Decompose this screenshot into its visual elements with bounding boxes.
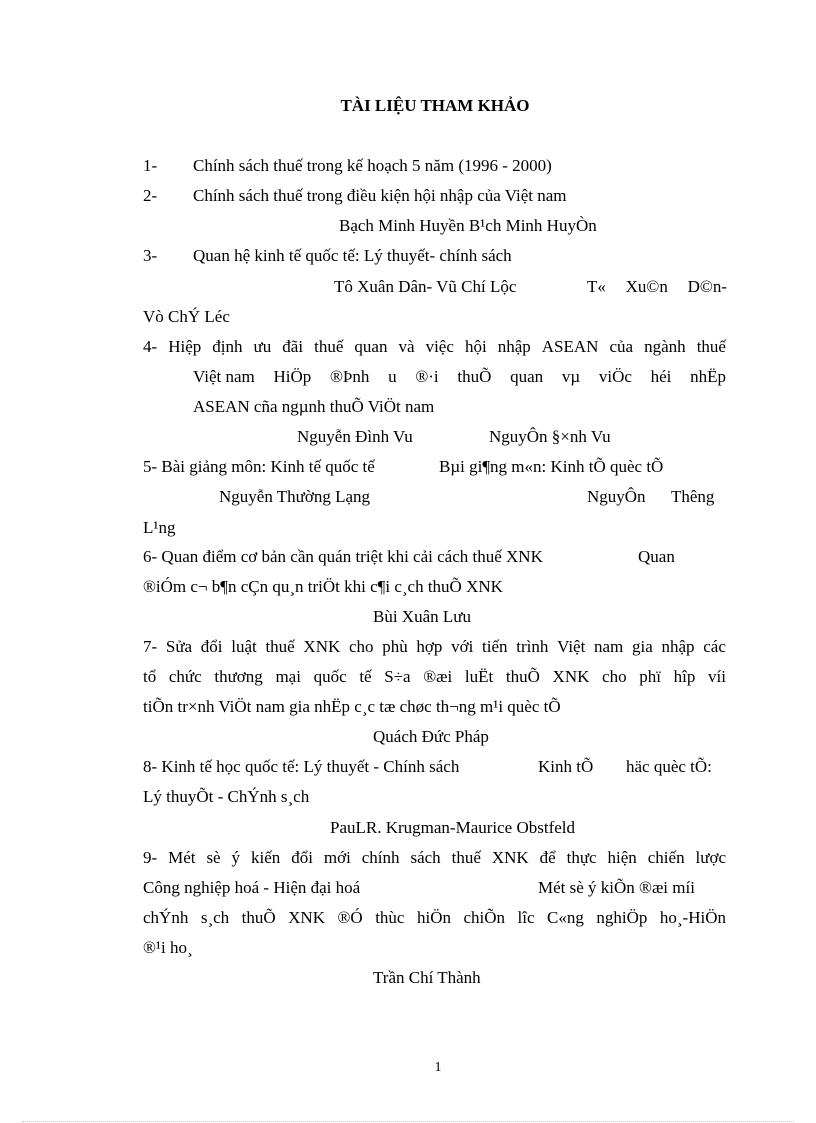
word: gia bbox=[632, 637, 653, 656]
ref-1-number: 1- bbox=[143, 156, 158, 175]
ref-3-author: Tô Xuân Dân- Vũ Chí Lộc bbox=[334, 277, 517, 296]
word: chức bbox=[168, 667, 202, 686]
word: phï bbox=[639, 667, 661, 686]
word: thuÕ bbox=[457, 367, 492, 386]
ref-9-line-1 bbox=[143, 847, 726, 869]
word: hiÖn bbox=[416, 908, 451, 927]
word: ®·i bbox=[415, 367, 439, 386]
ref-1-text: Chính sách thuế trong kế hoạch 5 năm (1996 - 2000) bbox=[193, 156, 552, 175]
word: Hiệp bbox=[168, 337, 202, 356]
ref-5-author-legacy-2: Thêng bbox=[671, 487, 715, 506]
ref-7-line-1 bbox=[143, 636, 726, 658]
word: sè bbox=[206, 848, 221, 867]
word: quốc bbox=[313, 667, 347, 686]
word: Sửa bbox=[165, 637, 193, 656]
word: việc bbox=[425, 337, 454, 356]
word: thuế bbox=[696, 337, 726, 356]
ref-9-author: Trần Chí Thành bbox=[373, 968, 481, 987]
word: XNK bbox=[303, 637, 341, 656]
ref-8-author: PauLR. Krugman-Maurice Obstfeld bbox=[330, 818, 576, 837]
word: ®Þnh bbox=[330, 367, 370, 386]
word: vµ bbox=[561, 367, 581, 386]
word: Việt bbox=[557, 637, 586, 656]
word: của bbox=[609, 337, 634, 356]
word: lược bbox=[695, 848, 726, 867]
word: thuÕ bbox=[505, 667, 540, 686]
word: thực bbox=[566, 848, 597, 867]
word: XNK bbox=[288, 908, 325, 927]
ref-6-text-legacy-cont: ®iÓm c¬ b¶n cÇn qu¸n triÖt khi c¶i c¸ch thuÕ XNK bbox=[143, 577, 503, 596]
page-number: 1 bbox=[434, 1060, 442, 1075]
word: để bbox=[539, 848, 556, 867]
word: cho bbox=[602, 667, 627, 686]
word: mới bbox=[323, 848, 351, 867]
word: định bbox=[212, 337, 243, 356]
word: thương bbox=[214, 667, 263, 686]
word: sách bbox=[410, 848, 441, 867]
word: víi bbox=[708, 667, 726, 686]
word: nghiÖp bbox=[596, 908, 648, 927]
ref-9-text: Công nghiệp hoá - Hiện đại hoá bbox=[143, 878, 361, 897]
word: XNK bbox=[552, 667, 590, 686]
ref-4-line-2 bbox=[193, 366, 726, 388]
word: s¸ch bbox=[200, 908, 230, 927]
ref-8-text-legacy-2: häc quèc tÕ: bbox=[626, 757, 712, 776]
word: ASEAN bbox=[541, 337, 599, 356]
page-title: TÀI LIỆU THAM KHẢO bbox=[340, 96, 530, 115]
ref-7-line-2 bbox=[143, 666, 726, 688]
ref-4-line-1 bbox=[143, 336, 726, 358]
word: các bbox=[703, 637, 726, 656]
ref-8-text-legacy-cont: Lý thuyÕt - ChÝnh s¸ch bbox=[143, 787, 310, 806]
word: quan bbox=[354, 337, 388, 356]
word: T« bbox=[587, 277, 606, 296]
word: quan bbox=[510, 367, 544, 386]
word: hîp bbox=[673, 667, 696, 686]
word: ®æi bbox=[423, 667, 453, 686]
word: XNK bbox=[491, 848, 529, 867]
ref-2-number: 2- bbox=[143, 186, 158, 205]
word: chính bbox=[361, 848, 400, 867]
word: tế bbox=[359, 667, 372, 686]
ref-3-text: Quan hệ kinh tế quốc tế: Lý thuyết- chính sách bbox=[193, 246, 512, 265]
word: viÖc bbox=[598, 367, 632, 386]
ref-5-text-legacy: Bµi gi¶ng m«n: Kinh tÕ quèc tÕ bbox=[439, 457, 664, 476]
word: nhập bbox=[661, 637, 695, 656]
ref-4-author: Nguyễn Đình Vu bbox=[297, 427, 413, 446]
word: với bbox=[451, 637, 474, 656]
word: phù bbox=[382, 637, 408, 656]
word: chiÕn bbox=[463, 908, 506, 927]
word: luËt bbox=[464, 667, 494, 686]
word: luật bbox=[231, 637, 257, 656]
word: u bbox=[388, 367, 397, 386]
word: 9- bbox=[143, 848, 158, 867]
word: và bbox=[398, 337, 415, 356]
ref-9-line-3 bbox=[143, 907, 726, 929]
ref-6-text-legacy: Quan bbox=[638, 547, 675, 566]
word: Việt nam bbox=[193, 367, 255, 386]
ref-4-author-legacy: NguyÔn §×nh Vu bbox=[489, 427, 611, 446]
word: C«ng bbox=[547, 908, 584, 927]
ref-3-number: 3- bbox=[143, 246, 158, 265]
word: 7- bbox=[143, 637, 158, 656]
ref-2-author: Bạch Minh Huyền B¹ch Minh HuyÒn bbox=[339, 216, 597, 235]
ref-8-text: 8- Kinh tế học quốc tế: Lý thuyết - Chính sách bbox=[143, 757, 460, 776]
ref-2-text: Chính sách thuế trong điều kiện hội nhập của Việt nam bbox=[193, 186, 567, 205]
word: tiến bbox=[482, 637, 508, 656]
ref-5-text: 5- Bài giảng môn: Kinh tế quốc tế bbox=[143, 457, 375, 476]
word: hiện bbox=[607, 848, 637, 867]
word: thuế bbox=[265, 637, 295, 656]
word: hội bbox=[464, 337, 487, 356]
word: mại bbox=[275, 667, 301, 686]
word: hợp bbox=[416, 637, 443, 656]
word: thùc bbox=[375, 908, 405, 927]
ref-3-author-legacy-cont: Vò ChÝ Léc bbox=[143, 307, 230, 326]
ref-5-author: Nguyễn Thường Lạng bbox=[219, 487, 371, 506]
word: nhập bbox=[497, 337, 531, 356]
word: nam bbox=[594, 637, 624, 656]
word: đổi bbox=[291, 848, 313, 867]
ref-7-line-3: tiÕn tr×nh ViÖt nam gia nhËp c¸c tæ chøc th¬ng m¹i quèc tÕ bbox=[143, 697, 561, 716]
ref-5-author-legacy-1: NguyÔn bbox=[587, 487, 646, 506]
word: thuế bbox=[451, 848, 481, 867]
word: 4- bbox=[143, 337, 158, 356]
word: HiÖp bbox=[273, 367, 312, 386]
ref-6-text: 6- Quan điểm cơ bản cần quán triệt khi cải cách thuế XNK bbox=[143, 547, 543, 566]
word: cho bbox=[348, 637, 374, 656]
word: thuÕ bbox=[241, 908, 276, 927]
word: Mét bbox=[168, 848, 196, 867]
word: S÷a bbox=[384, 667, 411, 686]
word: tổ bbox=[143, 667, 157, 686]
word: trình bbox=[516, 637, 549, 656]
ref-7-author: Quách Đức Pháp bbox=[373, 727, 489, 746]
word: nhËp bbox=[690, 367, 726, 386]
word: ho¸-HiÖn bbox=[659, 908, 726, 927]
ref-3-author-legacy bbox=[587, 276, 727, 298]
word: ưu bbox=[253, 337, 272, 356]
word: D©n- bbox=[687, 277, 727, 296]
word: thuế bbox=[314, 337, 344, 356]
ref-4-line-3: ASEAN cña ngµnh thuÕ ViÖt nam bbox=[193, 397, 435, 416]
ref-5-author-legacy-cont: L¹ng bbox=[143, 518, 176, 537]
ref-6-author: Bùi Xuân Lưu bbox=[373, 607, 471, 626]
word: Xu©n bbox=[625, 277, 668, 296]
ref-9-text-legacy: Mét sè ý kiÕn ®æi míi bbox=[538, 878, 695, 897]
word: chÝnh bbox=[143, 908, 189, 927]
word: kiến bbox=[250, 848, 281, 867]
word: ngành bbox=[644, 337, 686, 356]
word: ®Ó bbox=[337, 908, 363, 927]
ref-8-text-legacy-1: Kinh tÕ bbox=[538, 757, 594, 776]
ref-9-line-4: ®¹i ho¸ bbox=[143, 938, 193, 957]
word: ý bbox=[231, 848, 241, 867]
word: héi bbox=[650, 367, 672, 386]
word: đãi bbox=[282, 337, 304, 356]
page-bottom-divider bbox=[22, 1121, 794, 1122]
word: lîc bbox=[517, 908, 535, 927]
word: chiến bbox=[647, 848, 685, 867]
word: đổi bbox=[200, 637, 223, 656]
